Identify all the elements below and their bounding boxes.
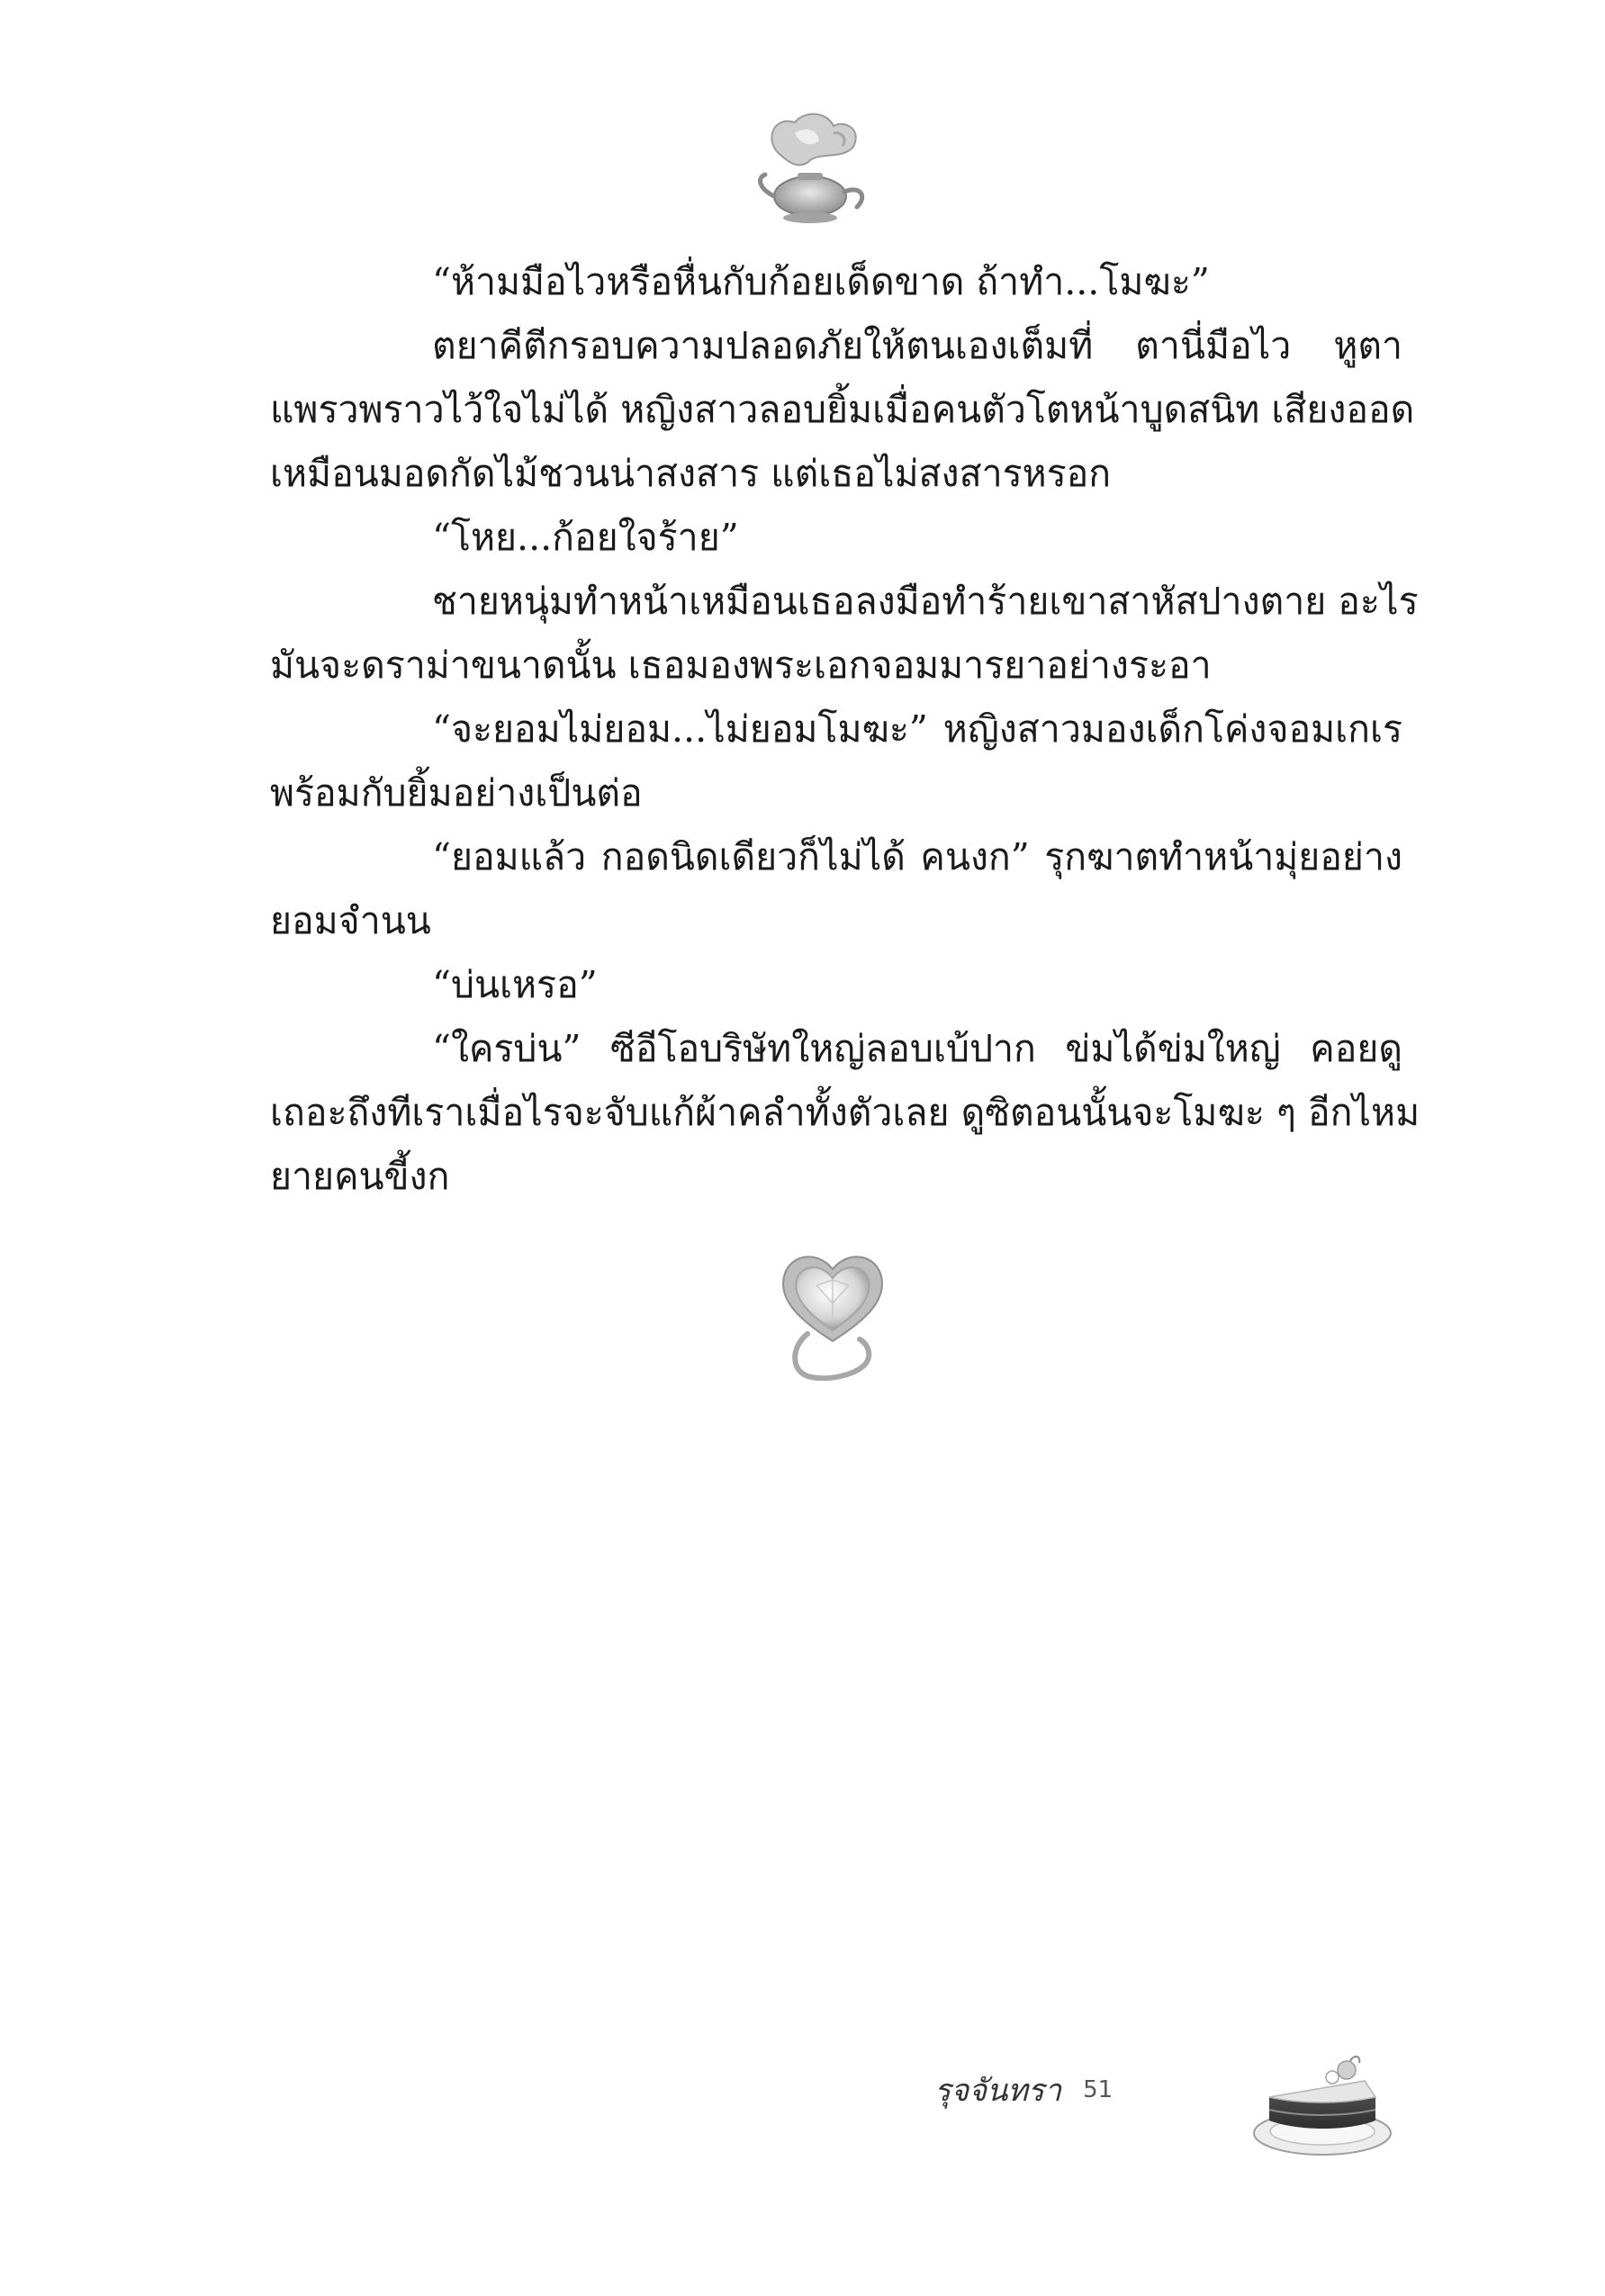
cake-slice-icon bbox=[1249, 2045, 1395, 2160]
paragraph-line: แพรวพราวไว้ใจไม่ได้ หญิงสาวลอบยิ้มเมื่อคนตัวโตหน้าบูดสนิท เสียงออด bbox=[270, 388, 1415, 431]
paragraph-line: “ใครบ่น” ซีอีโอบริษัทใหญ่ลอบเบ้ปาก ข่มได้ข่มใหญ่ คอยดู bbox=[432, 1027, 1402, 1070]
footer-author: รุจจันทรา bbox=[934, 2073, 1062, 2109]
paragraph-line: ยายคนขี้งก bbox=[270, 1155, 450, 1198]
paragraph-line: “ยอมแล้ว กอดนิดเดียวก็ไม่ได้ คนงก” รุกฆาตทำหน้ามุ่ยอย่าง bbox=[432, 835, 1402, 878]
body-text bbox=[270, 250, 1420, 1209]
paragraph-line: พร้อมกับยิ้มอย่างเป็นต่อ bbox=[270, 771, 643, 815]
paragraph-line: “โหย...ก้อยใจร้าย” bbox=[432, 516, 739, 559]
paragraph-line: เหมือนมอดกัดไม้ชวนน่าสงสาร แต่เธอไม่สงสารหรอก bbox=[270, 452, 1112, 495]
page-footer bbox=[934, 2054, 1113, 2126]
paragraph-line: “จะยอมไม่ยอม...ไม่ยอมโมฆะ” หญิงสาวมองเด็กโค่งจอมเกเร bbox=[432, 707, 1402, 751]
paragraph-line: ยอมจำนน bbox=[270, 899, 431, 942]
teapot-ornament-icon bbox=[754, 106, 875, 232]
paragraph-line: “ห้ามมือไวหรือหื่นกับก้อยเด็ดขาด ถ้าทำ...โมฆะ” bbox=[432, 260, 1210, 303]
page-number: 51 bbox=[1083, 2076, 1114, 2103]
paragraph-line: เถอะถึงทีเราเมื่อไรจะจับแก้ผ้าคลำทั้งตัวเลย ดูซิตอนนั้นจะโมฆะ ๆ อีกไหม bbox=[270, 1091, 1420, 1134]
paragraph-line: ชายหนุ่มทำหน้าเหมือนเธอลงมือทำร้ายเขาสาหัสปางตาย อะไร bbox=[432, 580, 1419, 623]
paragraph-line: ตยาคีตีกรอบความปลอดภัยให้ตนเองเต็มที่ ตานี่มือไว หูตา bbox=[432, 324, 1402, 367]
heart-ring-icon bbox=[771, 1240, 894, 1384]
paragraph-line: มันจะดราม่าขนาดนั้น เธอมองพระเอกจอมมารยาอย่างระอา bbox=[270, 644, 1212, 687]
paragraph-line: “บ่นเหรอ” bbox=[432, 963, 598, 1006]
